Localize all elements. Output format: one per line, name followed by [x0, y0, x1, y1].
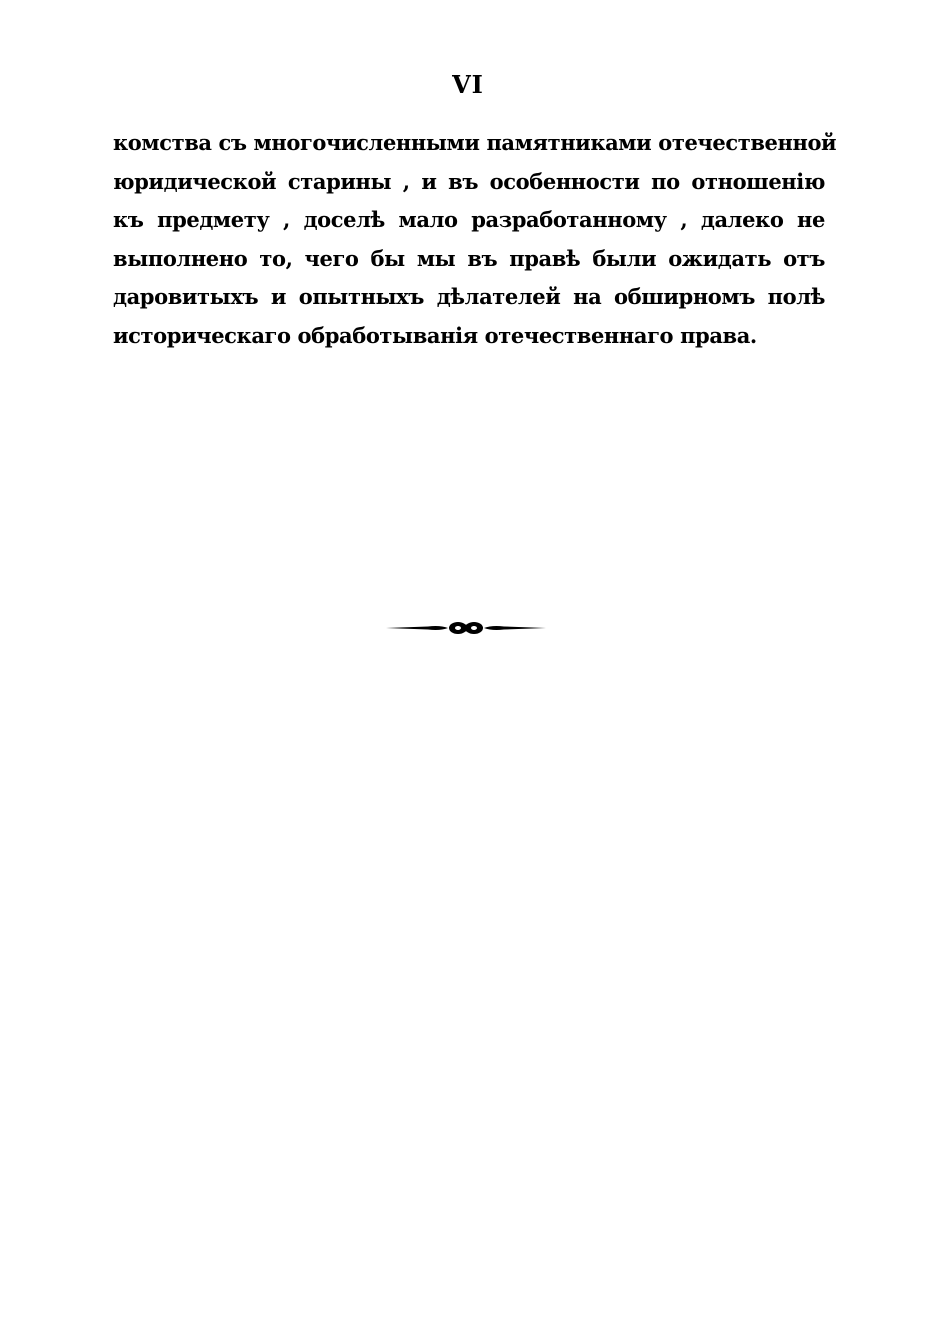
tailpiece-ornament-icon — [384, 617, 548, 639]
text-line: юридической старины , и въ особенности по отношенію — [113, 168, 825, 194]
text-line: комства съ многочисленными памятниками отечественной — [113, 130, 837, 155]
text-line: выполнено то, чего бы мы въ правѣ были ожидать отъ — [113, 245, 825, 271]
text-line: къ предмету , доселѣ мало разработанному , далеко не — [113, 207, 825, 232]
text-line: даровитыхъ и опытныхъ дѣлателей на обширномъ полѣ — [113, 284, 825, 309]
body-text — [113, 124, 837, 355]
text-line: историческаго обработыванія отечественнаго права. — [113, 322, 757, 348]
page-number: VI — [452, 70, 484, 99]
